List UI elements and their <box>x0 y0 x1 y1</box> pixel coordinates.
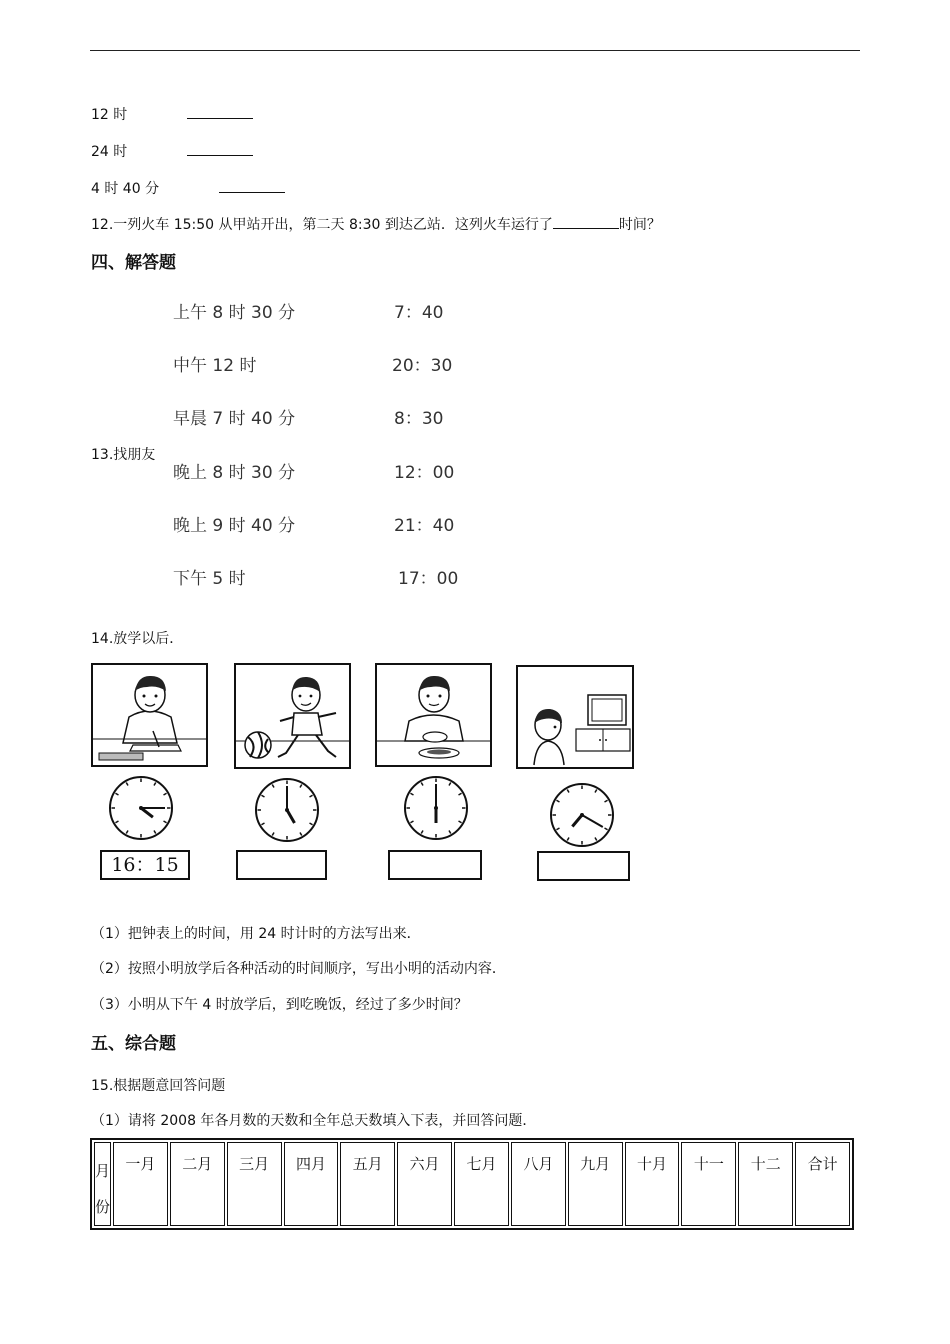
question-15-label: 15.根据题意回答问题 <box>91 1078 226 1094</box>
section-title-5: 五、综合题 <box>91 1034 176 1054</box>
months-header-row <box>94 1142 850 1226</box>
month-header-cell: 一月 <box>113 1142 168 1226</box>
q15-sub-1: （1）请将 2008 年各月数的天数和全年总天数填入下表，并回答问题． <box>91 1113 537 1129</box>
time-answer-box-3[interactable] <box>388 850 482 880</box>
question-14-label: 14.放学以后． <box>91 631 184 647</box>
boy-playing-ball-illustration <box>236 665 349 767</box>
answer-blank[interactable] <box>187 104 253 119</box>
match-left-item[interactable]: 早晨 7 时 40 分 <box>173 409 296 429</box>
answer-blank[interactable] <box>219 178 285 193</box>
month-header-cell: 十一 <box>681 1142 736 1226</box>
match-right-item[interactable]: 17：00 <box>398 569 459 589</box>
month-header-cell: 二月 <box>170 1142 225 1226</box>
match-right-item[interactable]: 21：40 <box>394 516 455 536</box>
match-right-item[interactable]: 20：30 <box>392 356 453 376</box>
month-header-cell: 五月 <box>340 1142 395 1226</box>
clock-center <box>139 806 143 810</box>
boy-eating-illustration <box>377 665 490 765</box>
scene-watching-tv <box>516 665 634 769</box>
time-answer-box-1[interactable]: 16：15 <box>100 850 190 880</box>
section-title-4: 四、解答题 <box>91 253 176 273</box>
match-right-item[interactable]: 12：00 <box>394 463 455 483</box>
q14-sub-2: （2）按照小明放学后各种活动的时间顺序，写出小明的活动内容． <box>91 961 506 977</box>
clock-center <box>434 806 438 810</box>
month-header-cell: 合计 <box>795 1142 850 1226</box>
scene-playing-ball <box>234 663 351 769</box>
boy-writing-illustration <box>93 665 206 765</box>
months-table <box>90 1138 854 1230</box>
month-header-cell: 四月 <box>284 1142 339 1226</box>
clock-face-2 <box>253 776 321 844</box>
q14-sub-3: （3）小明从下午 4 时放学后，到吃晚饭，经过了多少时间？ <box>91 997 468 1013</box>
month-row-label: 月 份 <box>94 1142 111 1226</box>
month-header-cell: 八月 <box>511 1142 566 1226</box>
answer-blank[interactable] <box>187 141 253 156</box>
time-answer-box-2[interactable] <box>236 850 327 880</box>
match-right-item[interactable]: 8：30 <box>394 409 444 429</box>
question-13-label: 13.找朋友 <box>91 447 156 463</box>
month-header-cell: 十二 <box>738 1142 793 1226</box>
answer-blank[interactable] <box>553 214 619 229</box>
boy-watching-tv-illustration <box>518 667 632 767</box>
time-answer-box-4[interactable] <box>537 851 630 881</box>
match-left-item[interactable]: 下午 5 时 <box>173 569 246 589</box>
month-header-cell: 六月 <box>397 1142 452 1226</box>
scene-eating-dinner <box>375 663 492 767</box>
fill-item-440: 4 时 40 分 <box>91 181 160 197</box>
clock-center <box>285 808 289 812</box>
fill-item-24h: 24 时 <box>91 144 128 160</box>
match-right-item[interactable]: 7：40 <box>394 303 444 323</box>
fill-item-12h: 12 时 <box>91 107 128 123</box>
month-header-cell: 十月 <box>625 1142 680 1226</box>
q14-sub-1: （1）把钟表上的时间，用 24 时计时的方法写出来． <box>91 926 421 942</box>
match-left-item[interactable]: 上午 8 时 30 分 <box>173 303 296 323</box>
month-header-cell: 九月 <box>568 1142 623 1226</box>
question-12: 12.一列火车 15:50 从甲站开出，第二天 8:30 到达乙站．这列火车运行了 时间？ <box>91 214 661 234</box>
clock-center <box>580 813 584 817</box>
match-left-item[interactable]: 晚上 8 时 30 分 <box>173 463 296 483</box>
header-rule <box>90 50 860 51</box>
month-header-cell: 七月 <box>454 1142 509 1226</box>
clock-face-1 <box>107 774 175 842</box>
scene-writing-homework <box>91 663 208 767</box>
month-header-cell: 三月 <box>227 1142 282 1226</box>
match-left-item[interactable]: 中午 12 时 <box>173 356 257 376</box>
clock-face-3 <box>402 774 470 842</box>
match-left-item[interactable]: 晚上 9 时 40 分 <box>173 516 296 536</box>
clock-face-4 <box>548 781 616 849</box>
